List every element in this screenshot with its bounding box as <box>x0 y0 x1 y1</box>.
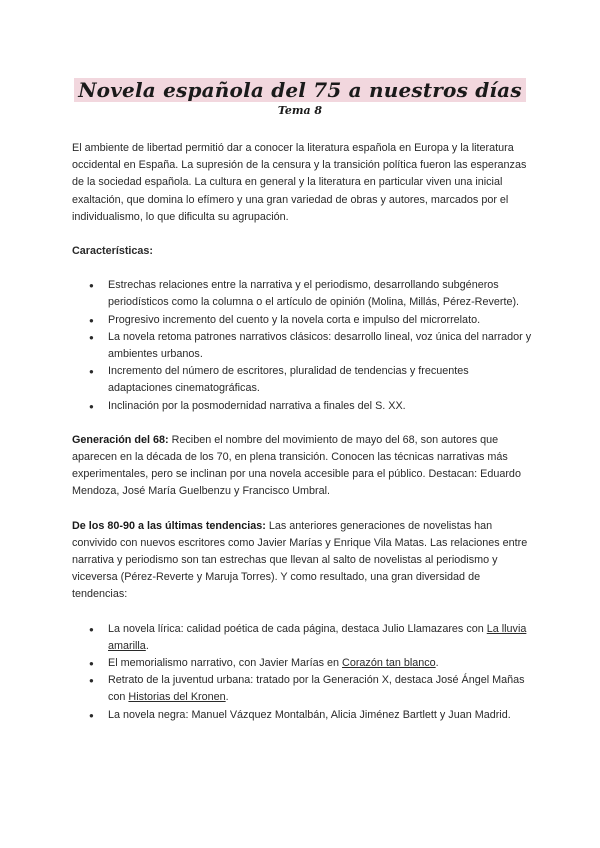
list-item <box>108 655 532 672</box>
item-text: Retrato de la juventud urbana: tratado por la Generación X, destaca José Ángel Mañas con <box>108 674 525 704</box>
generacion68-text: Reciben el nombre del movimiento de mayo del 68, son autores que aparecen en la década de los 70, en plena transición. Conocen las técnicas narrativas más experimentales, pero se inclinan por una novela accesible para el público. Destacan: Eduardo Mendoza, José María Guelbenzu y Francisco Umbral. <box>72 433 521 498</box>
list-item: ● Inclinación por la posmodernidad narrativa a finales del S. XX. <box>108 398 532 415</box>
item-end: . <box>145 639 149 652</box>
ultimas-text: Las anteriores generaciones de novelistas han convivido con nuevos escritores como Javier Marías y Enrique Vila Matas. Las relaciones entre narrativa y periodismo son tan estrechas que llevan al salto de novelistas al periodismo y viceversa (Pérez-Reverte y Maruja Torres). Y como resultado, una gran diversidad de tendencias: <box>72 519 528 601</box>
list-item: ● Estrechas relaciones entre la narrativa y el periodismo, desarrollando subgéneros periodísticos como la columna o el artículo de opinión (Molina, Millás, Pérez-Reverte). <box>108 277 532 311</box>
document-subtitle: Tema 8 <box>277 104 323 117</box>
ultimas-label: De los 80-90 a las últimas tendencias: <box>72 519 266 532</box>
list-item: ● Progresivo incremento del cuento y la novela corta e impulso del microrrelato. <box>108 312 532 329</box>
ultimas-paragraph <box>72 518 532 604</box>
generacion68-label: Generación del 68: <box>72 433 169 446</box>
generacion68-paragraph <box>72 432 532 501</box>
caracteristicas-heading: Características: <box>72 245 154 258</box>
item-text: La novela negra: Manuel Vázquez Montalbán, Alicia Jiménez Bartlett y Juan Madrid. <box>108 708 511 721</box>
list-item <box>108 672 532 706</box>
tendencias-list <box>72 621 532 724</box>
document-body <box>72 140 532 741</box>
list-item: ● La novela retoma patrones narrativos clásicos: desarrollo lineal, voz única del narrador y ambientes urbanos. <box>108 329 532 363</box>
item-text: La novela lírica: calidad poética de cada página, destaca Julio Llamazares con <box>108 622 487 635</box>
item-end: . <box>435 657 439 670</box>
title-wrap <box>0 78 600 102</box>
intro-paragraph: El ambiente de libertad permitió dar a conocer la literatura española en Europa y la literatura occidental en España. La supresión de la censura y la transición política fueron las esperanzas de la sociedad española. La cultura en general y la literatura en particular viven una inicial exaltación, que domina lo efímero y una gran variedad de obras y autores, marcados por el individualismo, lo que dificulta su agrupación. <box>72 142 527 223</box>
item-text: El memorialismo narrativo, con Javier Marías en <box>108 657 343 670</box>
list-item <box>108 707 532 724</box>
list-item: ● Incremento del número de escritores, pluralidad de tendencias y frecuentes adaptaciones cinematográficas. <box>108 363 532 397</box>
work-title: Corazón tan blanco <box>342 657 436 670</box>
list-item <box>108 621 532 655</box>
item-end: . <box>225 691 229 704</box>
caracteristicas-list <box>72 277 532 415</box>
document-title: Novela española del 75 a nuestros días <box>74 78 526 102</box>
work-title: La lluvia amarilla <box>108 622 527 652</box>
work-title: Historias del Kronen <box>128 691 226 704</box>
